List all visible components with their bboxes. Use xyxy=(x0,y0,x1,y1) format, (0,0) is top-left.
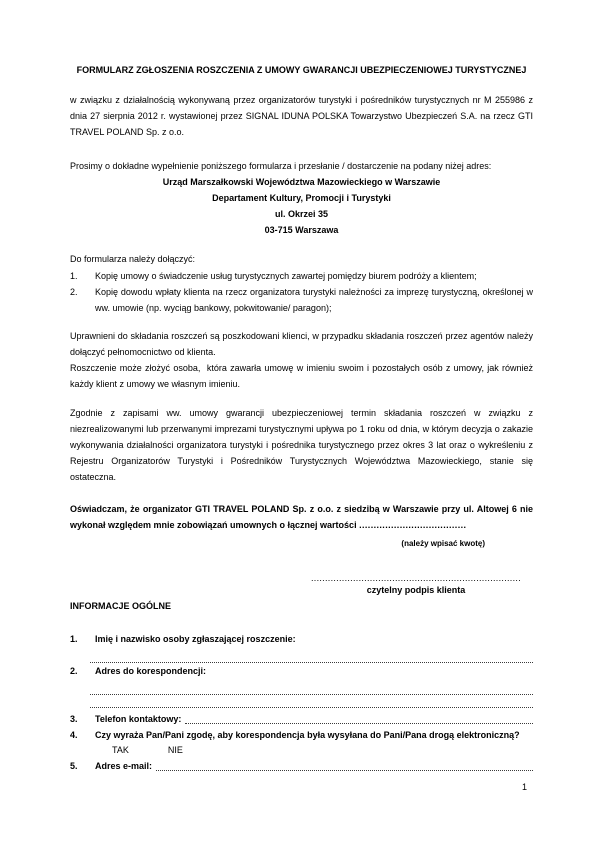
recipient-office: Urząd Marszałkowski Województwa Mazowieckiego w Warszawie xyxy=(162,177,441,187)
question-number: 1. xyxy=(70,634,78,644)
attachment-item-2 xyxy=(70,284,533,316)
answer-fill-line xyxy=(156,758,533,771)
question-number: 4. xyxy=(70,730,78,740)
question-2 xyxy=(70,663,533,679)
question-3 xyxy=(70,711,533,727)
recipient-street: ul. Okrzei 35 xyxy=(274,209,329,219)
answer-fill-line xyxy=(90,694,533,695)
question-5 xyxy=(70,758,533,774)
question-label: Adres e-mail: xyxy=(95,761,153,771)
general-info-heading: INFORMACJE OGÓLNE xyxy=(70,601,172,611)
question-4 xyxy=(70,727,533,743)
recipient-city: 03-715 Warszawa xyxy=(264,225,339,235)
question-number: 2. xyxy=(70,666,78,676)
page-number: 1 xyxy=(521,782,527,792)
amount-fill-dots: ..................................... xyxy=(359,520,467,530)
amount-hint: (należy wpisać kwotę) xyxy=(401,539,485,548)
declaration-text: Oświadczam, że organizator GTI TRAVEL POLAND Sp. z o.o. z siedzibą w Warszawie przy ul. Altowej 6 nie wykonał względem mnie zobowiązań umownych o łącznej wartości xyxy=(70,504,533,530)
attachment-item-text: Kopię umowy o świadczenie usług turystycznych zawartej pomiędzy biurem podróży a klientem; xyxy=(95,271,477,281)
question-number: 3. xyxy=(70,714,78,724)
attachments-heading: Do formularza należy dołączyć: xyxy=(70,254,196,264)
recipient-address xyxy=(70,174,533,238)
signature-label: czytelny podpis klienta xyxy=(366,585,466,595)
submission-instruction: Prosimy o dokładne wypełnienie poniższego formularza i przesłanie / dostarczenie na podany niżej adres: xyxy=(70,161,492,171)
deadline-paragraph: Zgodnie z zapisami ww. umowy gwarancji ubezpieczeniowej termin składania roszczeń w związku z niezrealizowanymi lub przerwanymi imprezami turystycznymi upływa po 1 roku od dnia, w którym decyzja o zakazie wykonywania działalności organizatora turystyki i pośrednika turystycznego przez okres 3 lat oraz o wykreśleniu z Rejestru Organizatorów Turystyki i Pośredników Turystycznych Województwa Mazowieckiego, stanie się ostateczna. xyxy=(70,408,533,482)
question-label: Adres do korespondencji: xyxy=(95,666,207,676)
eligibility-paragraph: Uprawnieni do składania roszczeń są poszkodowani klienci, w przypadku składania roszczeń przez agentów należy dołączyć pełnomocnictwo od klienta. xyxy=(70,331,533,357)
option-tak: TAK xyxy=(112,745,129,755)
answer-fill-line xyxy=(90,707,533,708)
attachment-item-1 xyxy=(70,268,533,284)
question-label: Imię i nazwisko osoby zgłaszającej roszczenie: xyxy=(95,634,296,644)
signature-area xyxy=(303,573,529,597)
document-title: FORMULARZ ZGŁOSZENIA ROSZCZENIA Z UMOWY GWARANCJI UBEZPIECZENIOWEJ TURYSTYCZNEJ xyxy=(76,65,527,75)
question-number: 5. xyxy=(70,761,78,771)
signature-line: ........................................................................... xyxy=(310,573,522,583)
attachment-item-number: 2. xyxy=(70,287,78,297)
answer-fill-line xyxy=(185,711,533,724)
question-4-options xyxy=(70,743,533,757)
question-label: Telefon kontaktowy: xyxy=(95,714,182,724)
question-label: Czy wyraża Pan/Pani zgodę, aby korespondencja była wysyłana do Pani/Pana drogą elektroniczną? xyxy=(95,730,520,740)
declaration-paragraph xyxy=(70,501,533,533)
option-nie: NIE xyxy=(167,745,183,755)
claim-note-paragraph: Roszczenie może złożyć osoba, która zawarła umowę w imieniu swoim i pozostałych osób z umowy, jak również każdy klient z umowy we własnym imieniu. xyxy=(70,363,536,389)
question-1 xyxy=(70,631,533,647)
attachment-item-text: Kopię dowodu wpłaty klienta na rzecz organizatora turystyki należności za imprezę turystyczną, określonej w ww. umowie (np. wyciąg bankowy, pokwitowanie/ paragon); xyxy=(95,287,533,313)
recipient-department: Departament Kultury, Promocji i Turystyki xyxy=(212,193,391,203)
intro-paragraph: w związku z działalnością wykonywaną przez organizatorów turystyki i pośredników turystycznych nr M 255986 z dnia 27 sierpnia 2012 r. wystawionej przez SIGNAL IDUNA POLSKA Towarzystwo Ubezpieczeń S.A. na rzecz GTI TRAVEL POLAND Sp. z o.o. xyxy=(70,95,533,137)
attachment-item-number: 1. xyxy=(70,271,78,281)
